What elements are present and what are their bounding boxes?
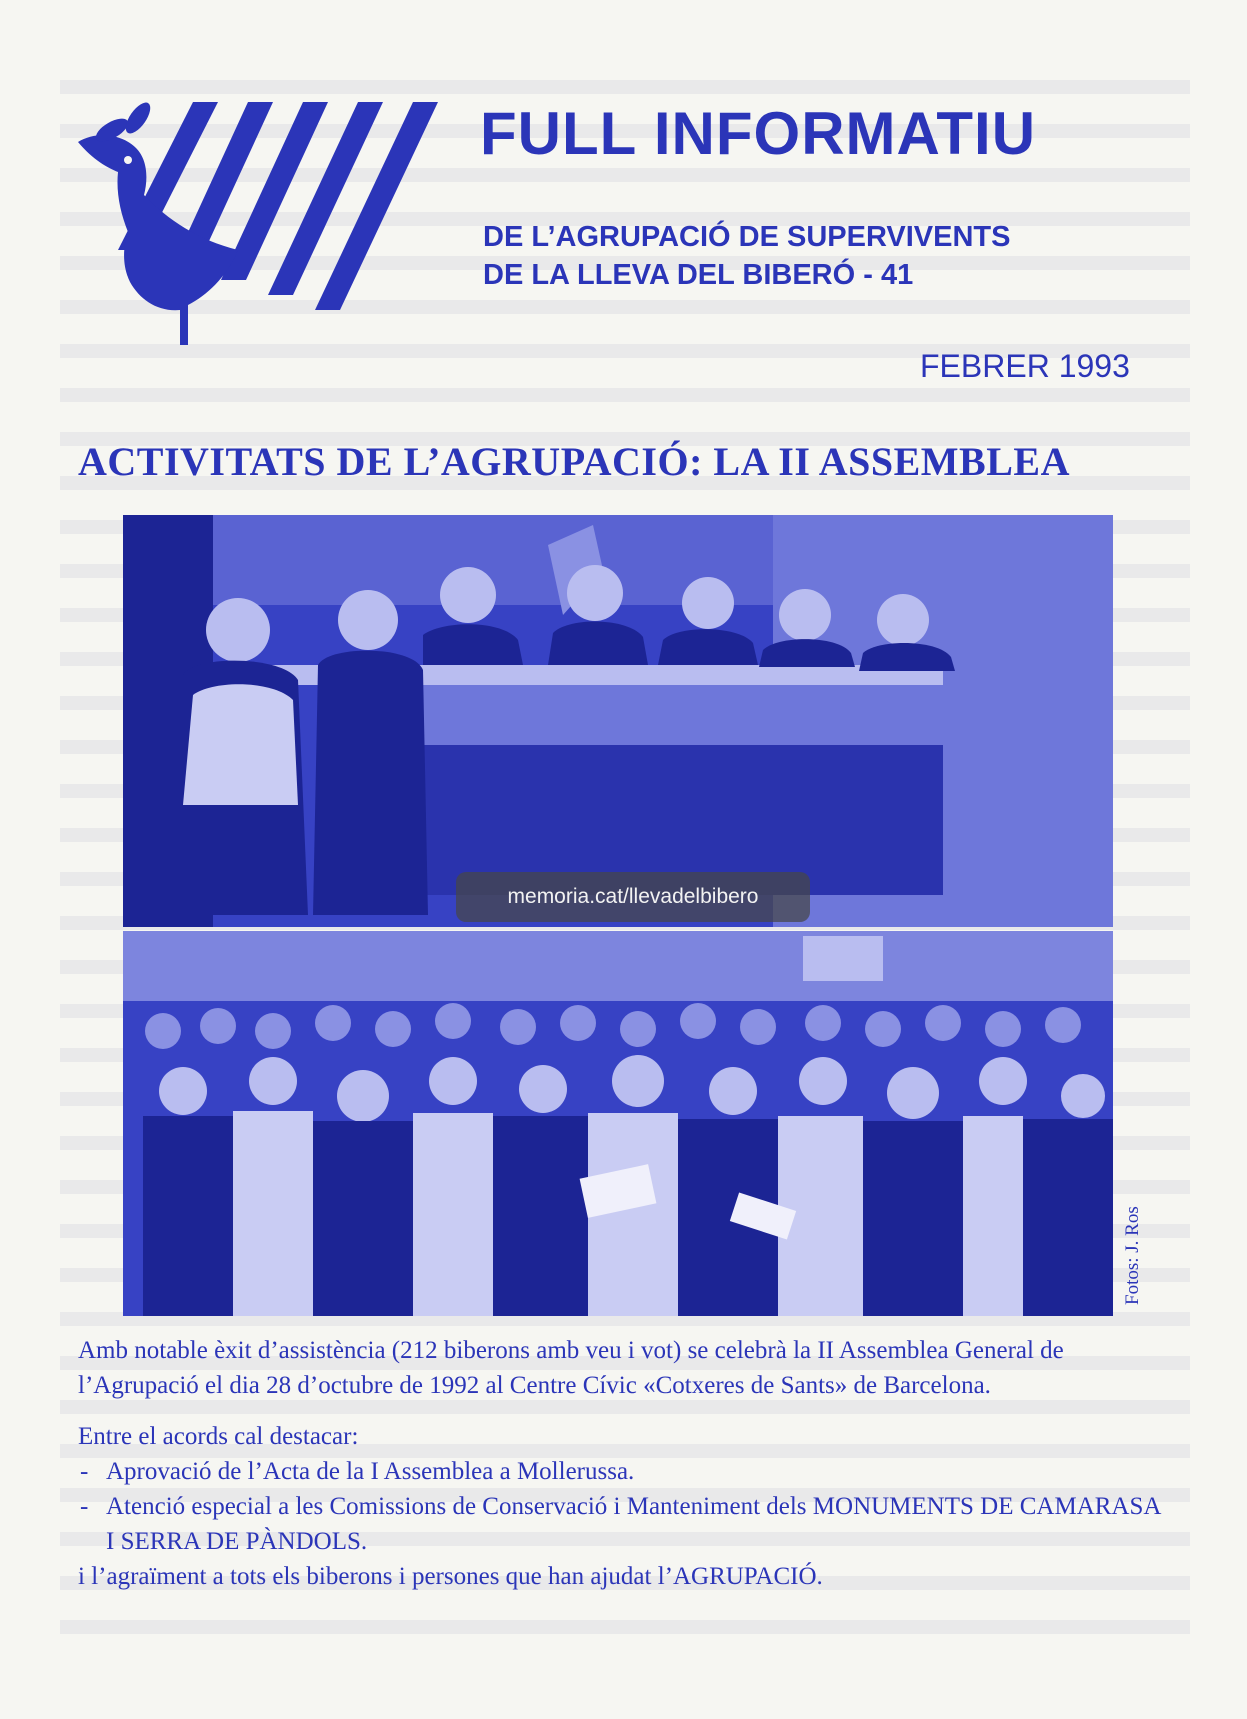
agreements-intro: Entre el acords cal destacar: bbox=[78, 1423, 359, 1450]
dove-logo bbox=[78, 100, 438, 380]
photo-presiding-table bbox=[123, 515, 1113, 927]
closing-line: i l’agraïment a tots els biberons i persones que han ajudat l’AGRUPACIÓ. bbox=[78, 1563, 823, 1590]
agreements-list bbox=[78, 1454, 1168, 1559]
article-body bbox=[78, 1333, 1168, 1594]
masthead-subtitle bbox=[483, 218, 1010, 294]
intro-paragraph: Amb notable èxit d’assistència (212 biberons amb veu i vot) se celebrà la II Assemblea General de l’Agrupació el dia 28 d’octubre de 1992 al Centre Cívic «Cotxeres de Sants» de Barcelona. bbox=[78, 1337, 1064, 1399]
list-item: - Atenció especial a les Comissions de Conservació i Manteniment dels MONUMENTS DE CAMARASA I SERRA DE PÀNDOLS. bbox=[78, 1489, 1168, 1559]
photo-credit: Fotos: J. Ros bbox=[1122, 1206, 1143, 1305]
subtitle-line-2: DE LA LLEVA DEL BIBERÓ - 41 bbox=[483, 259, 914, 291]
masthead-title: FULL INFORMATIU bbox=[480, 100, 1037, 167]
article-headline: ACTIVITATS DE L’AGRUPACIÓ: LA II ASSEMBLEA bbox=[78, 439, 1070, 484]
list-item: - Aprovació de l’Acta de la I Assemblea a Mollerussa. bbox=[78, 1454, 1168, 1489]
subtitle-line-1: DE L’AGRUPACIÓ DE SUPERVIVENTS bbox=[483, 221, 1011, 253]
issue-date: FEBRER 1993 bbox=[920, 348, 1130, 384]
watermark-badge: memoria.cat/llevadelbibero bbox=[456, 872, 810, 922]
photo-audience bbox=[123, 931, 1113, 1316]
